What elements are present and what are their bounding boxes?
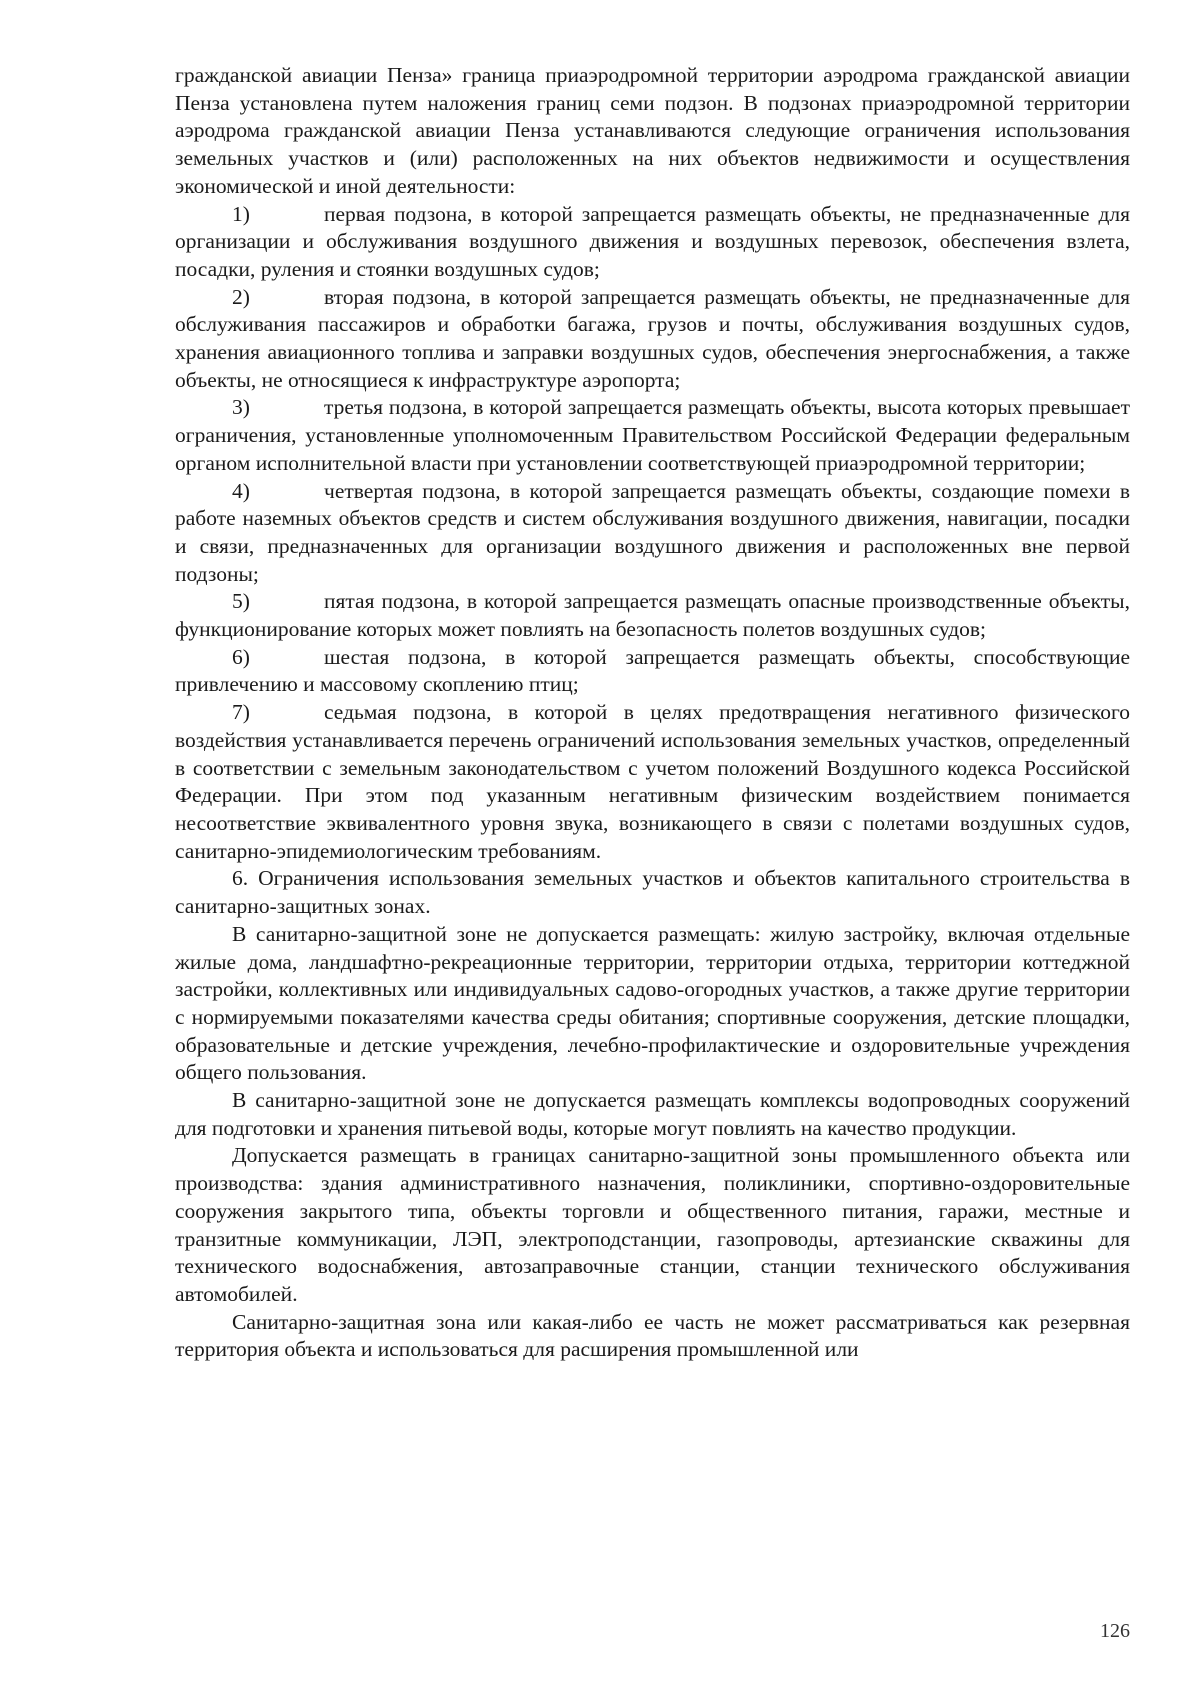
body-paragraph: В санитарно-защитной зоне не допускается размещать комплексы водопроводных сооружений для подготовки и хранения питьевой воды, которые могут повлиять на качество продукции. <box>175 1088 1130 1140</box>
list-item-text: третья подзона, в которой запрещается размещать объекты, высота которых превышает ограничения, установленные уполномоченным Правительством Российской Федерации федеральным органом исполнительной власти при установлении соответствующей приаэродромной территории; <box>175 395 1130 475</box>
list-item-number: 3) <box>232 395 250 420</box>
body-paragraph: В санитарно-защитной зоне не допускается размещать: жилую застройку, включая отдельные жилые дома, ландшафтно-рекреационные территории, территории отдыха, территории коттеджной застройки, коллективных или индивидуальных садово-огородных участков, а также другие территории с нормируемыми показателями качества среды обитания; спортивные сооружения, детские площадки, образовательные и детские учреждения, лечебно-профилактические и оздоровительные учреждения общего пользования. <box>175 921 1130 1085</box>
body-paragraph: Допускается размещать в границах санитарно-защитной зоны промышленного объекта или производства: здания административного назначения, поликлиники, спортивно-оздоровительные сооружения закрытого типа, объекты торговли и общественного питания, гаражи, местные и транзитные коммуникации, ЛЭП, электроподстанции, газопроводы, артезианские скважины для технического водоснабжения, автозаправочные станции, станции технического обслуживания автомобилей. <box>175 1143 1130 1306</box>
list-item-text: пятая подзона, в которой запрещается размещать опасные производственные объекты, функционирование которых может повлиять на безопасность полетов воздушных судов; <box>175 589 1130 642</box>
list-item <box>175 588 1130 643</box>
section-heading: 6. Ограничения использования земельных участков и объектов капитального строительства в санитарно-защитных зонах. <box>175 866 1130 919</box>
body-paragraph: Санитарно-защитная зона или какая-либо ее часть не может рассматриваться как резервная территория объекта и использоваться для расширения промышленной или <box>175 1309 1130 1362</box>
list-item <box>175 284 1130 395</box>
list-item <box>175 699 1130 865</box>
list-item <box>175 478 1130 589</box>
list-item-text: шестая подзона, в которой запрещается размещать объекты, способствующие привлечению и массовому скоплению птиц; <box>175 644 1130 697</box>
list-item <box>175 394 1130 477</box>
list-item-text: первая подзона, в которой запрещается размещать объекты, не предназначенные для организации и обслуживания воздушного движения и воздушных перевозок, обеспечения взлета, посадки, руления и стоянки воздушных судов; <box>175 201 1130 281</box>
list-item <box>175 201 1130 284</box>
list-item-text: вторая подзона, в которой запрещается размещать объекты, не предназначенные для обслуживания пассажиров и обработки багажа, грузов и почты, обслуживания воздушных судов, хранения авиационного топлива и заправки воздушных судов, обеспечения энергоснабжения, а также объекты, не относящиеся к инфраструктуре аэропорта; <box>175 284 1130 392</box>
list-item-number: 2) <box>232 284 250 309</box>
list-item-text: четвертая подзона, в которой запрещается размещать объекты, создающие помехи в работе наземных объектов средств и систем обслуживания воздушного движения, навигации, посадки и связи, предназначенных для организации воздушного движения и расположенных вне первой подзоны; <box>175 478 1130 586</box>
list-item <box>175 644 1130 699</box>
list-item-number: 7) <box>232 700 250 725</box>
page-number: 126 <box>1100 1620 1130 1642</box>
list-item-number: 1) <box>232 201 250 226</box>
list-item-number: 6) <box>232 644 250 669</box>
list-item-number: 5) <box>232 589 250 614</box>
list-item-number: 4) <box>232 478 250 503</box>
intro-paragraph: гражданской авиации Пенза» граница приаэродромной территории аэродрома гражданской авиации Пенза установлена путем наложения границ семи подзон. В подзонах приаэродромной территории аэродрома гражданской авиации Пенза устанавливаются следующие ограничения использования земельных участков и (или) расположенных на них объектов недвижимости и осуществления экономической и иной деятельности: <box>175 63 1130 198</box>
document-page <box>175 62 1130 1364</box>
list-item-text: седьмая подзона, в которой в целях предотвращения негативного физического воздействия устанавливается перечень ограничений использования земельных участков, определенный в соответствии с земельным законодательством с учетом положений Воздушного кодекса Российской Федерации. При этом под указанным негативным физическим воздействием понимается несоответствие эквивалентного уровня звука, возникающего в связи с полетами воздушных судов, санитарно-эпидемиологическим требованиям. <box>175 700 1130 863</box>
